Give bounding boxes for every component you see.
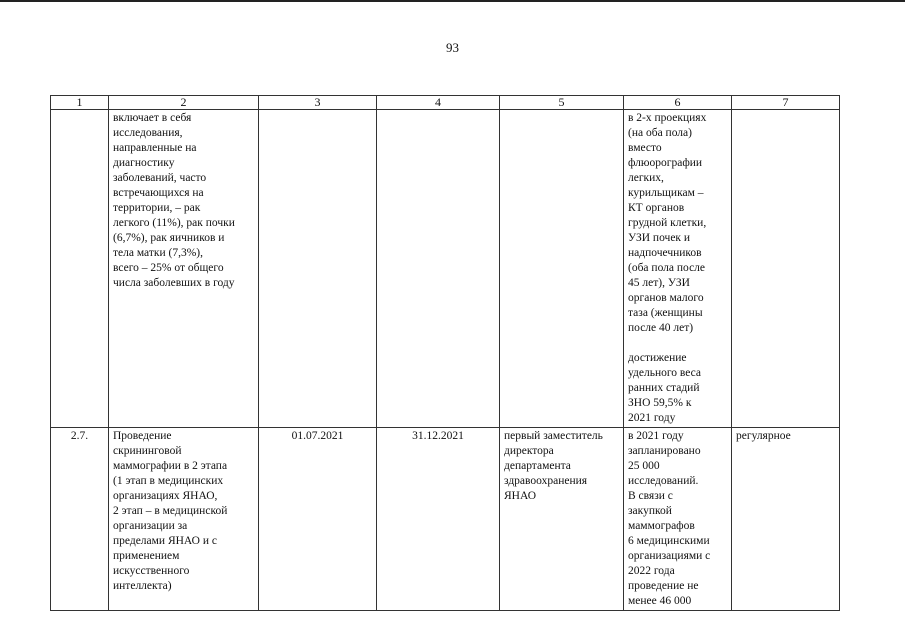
cell-periodicity <box>732 110 840 428</box>
text-line: организациях ЯНАО, <box>113 490 218 502</box>
text-line: достижение <box>628 352 687 364</box>
plan-table <box>50 95 840 611</box>
start-date: 01.07.2021 <box>259 428 377 611</box>
cell-number <box>51 110 109 428</box>
header-col-6: 6 <box>624 96 732 110</box>
text-line: (на оба пола) <box>628 127 692 139</box>
text-line: заболеваний, часто <box>113 172 207 184</box>
header-col-7: 7 <box>732 96 840 110</box>
text-line: (6,7%), рак яичников и <box>113 232 225 244</box>
table-row-continuation <box>51 110 840 428</box>
page-top-border <box>0 0 905 2</box>
text-line: искусственного <box>113 565 190 577</box>
text-line: менее 46 000 <box>628 595 692 607</box>
text-line: организации за <box>113 520 188 532</box>
text-line: 2021 году <box>628 412 676 424</box>
indicator-text <box>628 429 727 609</box>
text-line: организациями с <box>628 550 711 562</box>
text-line: департамента <box>504 460 571 472</box>
text-line: таза (женщины <box>628 307 703 319</box>
text-line: применением <box>113 550 180 562</box>
page-number: 93 <box>446 40 459 55</box>
text-line: В связи с <box>628 490 673 502</box>
cell-description <box>109 110 259 428</box>
cell-indicator <box>624 428 732 611</box>
text-line: первый заместитель <box>504 430 603 442</box>
header-col-4: 4 <box>377 96 500 110</box>
header-col-1: 1 <box>51 96 109 110</box>
text-line: УЗИ почек и <box>628 232 691 244</box>
text-line: включает в себя <box>113 112 192 124</box>
text-line: тела матки (7,3%), <box>113 247 203 259</box>
text-line: скрининговой <box>113 445 182 457</box>
indicator-text <box>628 111 727 336</box>
header-col-5: 5 <box>500 96 624 110</box>
text-line: легкого (11%), рак почки <box>113 217 235 229</box>
text-line: 6 медицинскими <box>628 535 710 547</box>
text-line: вместо <box>628 142 662 154</box>
header-col-2: 2 <box>109 96 259 110</box>
text-line: органов малого <box>628 292 704 304</box>
text-line: КТ органов <box>628 202 685 214</box>
cell-responsible <box>500 428 624 611</box>
text-line: директора <box>504 445 554 457</box>
text-line: 2 этап – в медицинской <box>113 505 228 517</box>
text-line: 45 лет), УЗИ <box>628 277 690 289</box>
text-line: исследований. <box>628 475 699 487</box>
text-line: проведение не <box>628 580 699 592</box>
text-line: (1 этап в медицинских <box>113 475 224 487</box>
text-line: диагностику <box>113 157 175 169</box>
text-line: маммографии в 2 этапа <box>113 460 228 472</box>
cell-start-date <box>259 110 377 428</box>
text-line: в 2-х проекциях <box>628 112 707 124</box>
text-line: направленные на <box>113 142 197 154</box>
text-line: флюорографии <box>628 157 703 169</box>
text-line: всего – 25% от общего <box>113 262 224 274</box>
text-line: исследования, <box>113 127 183 139</box>
cell-indicator <box>624 110 732 428</box>
indicator-target-text <box>628 351 727 426</box>
text-line: встречающихся на <box>113 187 204 199</box>
text-line: (оба пола после <box>628 262 706 274</box>
text-line: маммографов <box>628 520 695 532</box>
text-line: запланировано <box>628 445 701 457</box>
end-date: 31.12.2021 <box>377 428 500 611</box>
text-line: числа заболевших в году <box>113 277 235 289</box>
text-line: в 2021 году <box>628 430 684 442</box>
text-line: ЯНАО <box>504 490 537 502</box>
text-line: грудной клетки, <box>628 217 707 229</box>
text-line: пределами ЯНАО и с <box>113 535 217 547</box>
text-line: 25 000 <box>628 460 660 472</box>
cell-responsible <box>500 110 624 428</box>
text-line: ЗНО 59,5% к <box>628 397 692 409</box>
text-line: интеллекта) <box>113 580 172 592</box>
periodicity: регулярное <box>732 428 840 611</box>
text-line: территории, – рак <box>113 202 201 214</box>
cell-end-date <box>377 110 500 428</box>
text-line: 2022 года <box>628 565 675 577</box>
header-col-3: 3 <box>259 96 377 110</box>
text-line: ранних стадий <box>628 382 700 394</box>
description-text <box>113 429 254 594</box>
responsible-text <box>504 429 619 504</box>
description-text <box>113 111 254 291</box>
text-line: закупкой <box>628 505 672 517</box>
table-row-2-7 <box>51 428 840 611</box>
text-line: после 40 лет) <box>628 322 694 334</box>
text-line: надпочечников <box>628 247 702 259</box>
header-row <box>51 96 840 110</box>
text-line: курильщикам – <box>628 187 704 199</box>
text-line: легких, <box>628 172 664 184</box>
text-line: Проведение <box>113 430 172 442</box>
cell-description <box>109 428 259 611</box>
row-number: 2.7. <box>51 428 109 611</box>
text-line: удельного веса <box>628 367 702 379</box>
text-line: здравоохранения <box>504 475 588 487</box>
